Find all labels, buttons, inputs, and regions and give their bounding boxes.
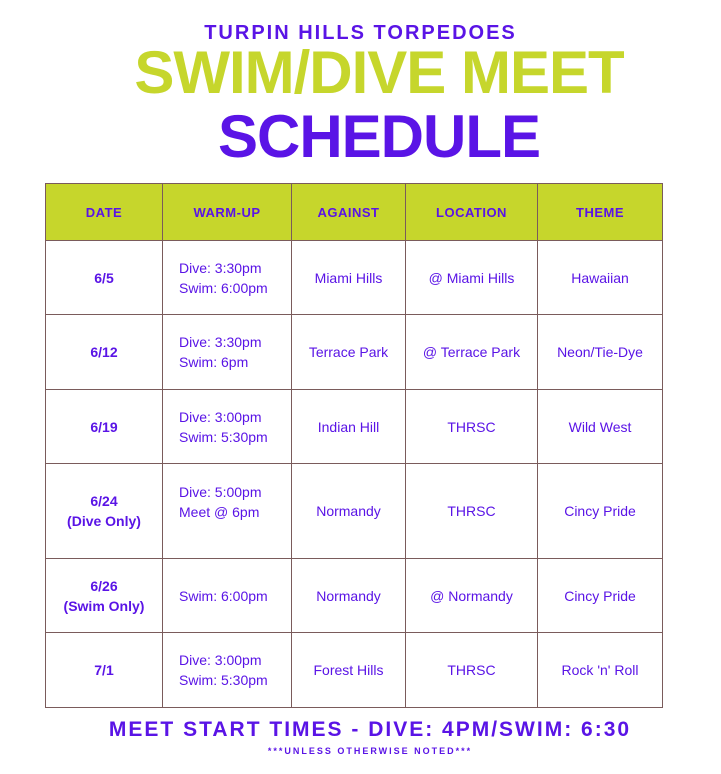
against-cell: Miami Hills (292, 241, 406, 315)
schedule-table (45, 183, 663, 708)
warmup-cell (163, 464, 292, 559)
warmup-cell (163, 241, 292, 315)
against-cell: Forest Hills (292, 633, 406, 708)
warmup-line: Swim: 5:30pm (179, 672, 268, 688)
table-row (46, 241, 663, 315)
table-row (46, 315, 663, 390)
warmup-line: Dive: 3:00pm (179, 652, 262, 668)
date-cell (46, 559, 163, 633)
warmup-line: Swim: 6pm (179, 354, 249, 370)
date-value: 6/12 (90, 344, 118, 360)
table-row (46, 633, 663, 708)
warmup-line: Dive: 3:30pm (179, 259, 262, 276)
location-cell: @ Normandy (406, 559, 538, 633)
column-header-date: DATE (46, 184, 163, 241)
warmup-cell (163, 559, 292, 633)
title-line-2: SCHEDULE (217, 103, 541, 170)
kicker-title: TURPIN HILLS TORPEDOES (204, 22, 517, 44)
meet-start-times: MEET START TIMES - DIVE: 4PM/SWIM: 6:30 (108, 718, 632, 741)
date-cell (46, 390, 163, 464)
date-cell (46, 633, 163, 708)
warmup-line: Meet @ 6pm (179, 504, 260, 520)
date-value: 7/1 (94, 662, 114, 678)
column-header-against: AGAINST (292, 184, 406, 241)
column-header-warmup: WARM-UP (163, 184, 292, 241)
table-header-row (46, 184, 663, 241)
title-line-1: SWIM/DIVE MEET (134, 39, 624, 106)
warmup-line: Swim: 6:00pm (179, 587, 268, 604)
warmup-line: Dive: 5:00pm (179, 484, 262, 500)
date-value: 6/19 (90, 418, 118, 435)
location-cell: @ Miami Hills (406, 241, 538, 315)
against-cell: Normandy (292, 464, 406, 559)
location-cell: THRSC (406, 390, 538, 464)
against-cell: Normandy (292, 559, 406, 633)
theme-cell: Hawaiian (538, 241, 663, 315)
date-note: (Dive Only) (67, 513, 141, 529)
theme-cell: Neon/Tie-Dye (538, 315, 663, 390)
location-cell: THRSC (406, 633, 538, 708)
location-cell: THRSC (406, 464, 538, 559)
theme-cell: Wild West (538, 390, 663, 464)
footer-note: ***UNLESS OTHERWISE NOTED*** (267, 746, 473, 756)
against-cell: Terrace Park (292, 315, 406, 390)
location-cell: @ Terrace Park (406, 315, 538, 390)
date-cell (46, 464, 163, 559)
column-header-theme: THEME (538, 184, 663, 241)
theme-cell: Cincy Pride (538, 464, 663, 559)
warmup-line: Swim: 5:30pm (179, 428, 268, 445)
warmup-line: Swim: 6:00pm (179, 279, 268, 296)
theme-cell: Cincy Pride (538, 559, 663, 633)
warmup-cell (163, 633, 292, 708)
warmup-cell (163, 315, 292, 390)
table-row (46, 464, 663, 559)
date-value: 6/26 (90, 577, 118, 594)
table-row (46, 390, 663, 464)
warmup-line: Dive: 3:30pm (179, 334, 262, 350)
date-cell (46, 241, 163, 315)
theme-cell: Rock 'n' Roll (538, 633, 663, 708)
date-value: 6/24 (90, 493, 118, 509)
warmup-cell (163, 390, 292, 464)
against-cell: Indian Hill (292, 390, 406, 464)
date-note: (Swim Only) (63, 597, 145, 614)
date-cell (46, 315, 163, 390)
date-value: 6/5 (94, 269, 114, 286)
warmup-line: Dive: 3:00pm (179, 408, 262, 425)
table-row (46, 559, 663, 633)
column-header-location: LOCATION (406, 184, 538, 241)
